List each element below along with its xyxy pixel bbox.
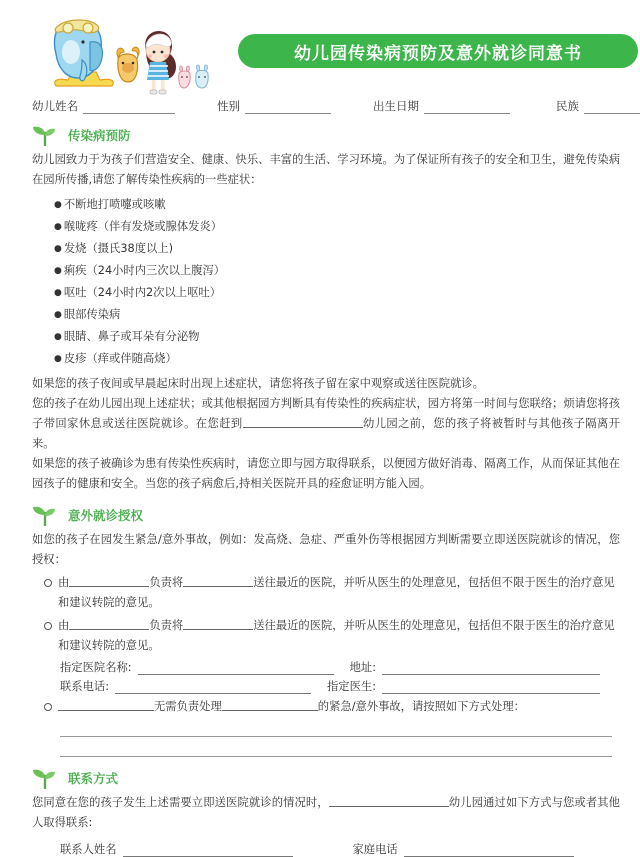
radio-option-3[interactable] (44, 703, 52, 711)
para2-text-a: 您的孩子在幼儿园出现上述症状；或其他根据园方判断具有传染性的疾病症状，园方将第一时间与您联络；烦请您将孩子带回家休息或送往医院就诊。在您赶到 (32, 397, 620, 430)
field-label: 联系人姓名 (60, 843, 117, 856)
page-title: 幼儿园传染病预防及意外就诊同意书 (294, 43, 582, 64)
section-heading-disease-prevention (32, 124, 620, 146)
bullet-dot: ● (54, 310, 62, 320)
hospital-row-2 (60, 678, 620, 694)
hospital-address-input[interactable] (382, 662, 600, 675)
opt3-text-2: 的紧急/意外事故，请按照如下方式处理： (317, 700, 525, 713)
field-label: 指定医生: (327, 680, 376, 693)
ethnicity-input[interactable] (584, 102, 640, 114)
section-title: 联系方式 (68, 771, 119, 786)
contact-text-b: 幼儿园通过如下方式与您或者其他人取得联系: (32, 796, 620, 829)
option-1-body (58, 573, 620, 613)
field-ethnicity (556, 98, 640, 114)
symptom-text: 呕吐（24小时内2次以上呕吐） (63, 286, 221, 299)
section-heading-emergency-authorization (32, 504, 620, 526)
sprout-icon (32, 124, 58, 146)
field-label: 家庭电话 (352, 843, 398, 856)
form-header (20, 0, 620, 92)
field-gender (217, 98, 331, 114)
field-label: 出生日期 (373, 99, 419, 113)
contact-text-a: 您同意在您的孩子发生上述需要立即送医院就诊的情况时， (32, 796, 329, 809)
list-item (54, 304, 620, 326)
symptom-text: 不断地打喷嚏或咳嗽 (63, 198, 166, 211)
opt1-text-1: 由 (58, 576, 70, 589)
field-label: 幼儿姓名 (32, 99, 78, 113)
hospital-row-1 (60, 659, 620, 675)
opt1-responsible-input[interactable] (69, 576, 149, 587)
field-hospital-address (350, 659, 600, 675)
list-item (54, 216, 620, 238)
list-item (54, 282, 620, 304)
bullet-dot: ● (54, 354, 62, 364)
para2-text-b: 幼儿园之前，您的孩子将被暂时与其他孩子隔离开来。 (32, 417, 620, 450)
field-label: 指定医院名称: (60, 661, 132, 674)
designated-doctor-input[interactable] (382, 681, 600, 694)
bullet-dot: ● (54, 244, 62, 254)
home-phone-input[interactable] (404, 844, 574, 857)
children-illustration (38, 8, 218, 98)
opt3-blank-2-input[interactable] (222, 700, 318, 711)
contact-fields-row (60, 841, 620, 857)
section1-para1: 如果您的孩子夜间或早晨起床时出现上述症状，请您将孩子留在家中观察或送往医院就诊。 (32, 377, 484, 390)
section1-intro: 幼儿园致力于为孩子们营造安全、健康、快乐、丰富的生活、学习环境。为了保证所有孩子的安全和卫生，避免传染病在园所传播,请您了解传染性疾病的一些症状： (32, 153, 620, 186)
child-name-input[interactable] (83, 102, 175, 114)
list-item (54, 348, 620, 370)
authorization-option-1[interactable] (44, 573, 620, 613)
field-child-name (32, 98, 175, 114)
list-item (54, 238, 620, 260)
field-hospital-name (60, 659, 334, 675)
symptom-list (54, 194, 620, 370)
field-label: 联系电话: (60, 680, 109, 693)
symptom-text: 喉咙疼（伴有发烧或腺体发炎） (63, 220, 223, 233)
field-label: 民族 (556, 99, 579, 113)
opt1-text-2: 负责将 (149, 576, 184, 589)
kindergarten-name-input[interactable] (243, 417, 363, 428)
symptom-text: 眼睛、鼻子或耳朵有分泌物 (63, 330, 200, 343)
option-3-body (58, 697, 620, 717)
bullet-dot: ● (54, 200, 62, 210)
bullet-dot: ● (54, 332, 62, 342)
section1-para2 (32, 394, 620, 454)
radio-option-1[interactable] (44, 579, 52, 587)
field-label: 地址: (349, 661, 376, 674)
radio-option-2[interactable] (44, 622, 52, 630)
bullet-dot: ● (54, 288, 62, 298)
opt1-text-3: 送往最近的医院，并听从医生的处理意见，包括但不限于医生的治疗意见和建议转院的意见。 (58, 576, 615, 609)
symptom-text: 痢疾（24小时内三次以上腹泻） (63, 264, 226, 277)
section-title: 意外就诊授权 (68, 508, 144, 523)
symptom-text: 皮疹（痒或伴随高烧） (63, 352, 177, 365)
opt2-text-1: 由 (58, 619, 70, 632)
contact-kindergarten-input[interactable] (329, 796, 449, 807)
section1-para3: 如果您的孩子被确诊为患有传染性疾病时，请您立即与园方取得联系，以便园方做好消毒、隔离工作，从而保证其他在园孩子的健康和安全。当您的孩子病愈后,持相关医院开具的痊愈证明方能入园。 (32, 457, 620, 490)
hospital-name-input[interactable] (138, 662, 334, 675)
opt1-child-input[interactable] (183, 576, 253, 587)
list-item (54, 194, 620, 216)
hospital-phone-input[interactable] (115, 681, 311, 694)
child-info-row (32, 98, 618, 114)
field-birthdate (373, 98, 510, 114)
field-home-phone (353, 841, 574, 857)
freeform-line-2[interactable] (60, 737, 612, 757)
gender-input[interactable] (245, 102, 331, 114)
authorization-option-2[interactable] (44, 616, 620, 656)
freeform-line-1[interactable] (60, 717, 612, 737)
field-contact-name (60, 841, 293, 857)
opt2-child-input[interactable] (183, 619, 253, 630)
opt2-text-3: 送往最近的医院，并听从医生的处理意见，包括但不限于医生的治疗意见和建议转院的意见。 (58, 619, 615, 652)
sprout-icon (32, 504, 58, 526)
birthdate-input[interactable] (424, 102, 510, 114)
section-title: 传染病预防 (68, 128, 131, 143)
form-title-banner (238, 34, 638, 68)
bullet-dot: ● (54, 222, 62, 232)
sprout-icon (32, 767, 58, 789)
field-label: 性别 (217, 99, 240, 113)
bullet-dot: ● (54, 266, 62, 276)
list-item (54, 326, 620, 348)
section-heading-contact (32, 767, 620, 789)
authorization-option-3[interactable] (44, 697, 620, 717)
opt3-blank-1-input[interactable] (58, 700, 154, 711)
symptom-text: 眼部传染病 (63, 308, 121, 321)
section3-intro (32, 793, 620, 833)
field-designated-doctor (327, 678, 600, 694)
opt2-text-2: 负责将 (149, 619, 184, 632)
section2-intro: 如您的孩子在园发生紧急/意外事故，例如：发高烧、急症、严重外伤等根据园方判断需要立即送医院就诊的情况，您授权： (32, 533, 620, 566)
opt3-text-1: 无需负责处理 (154, 700, 222, 713)
list-item (54, 260, 620, 282)
symptom-text: 发烧（摄氏38度以上) (63, 242, 174, 255)
option-2-body (58, 616, 620, 656)
contact-name-input[interactable] (123, 844, 293, 857)
field-hospital-phone (60, 678, 311, 694)
opt2-responsible-input[interactable] (69, 619, 149, 630)
